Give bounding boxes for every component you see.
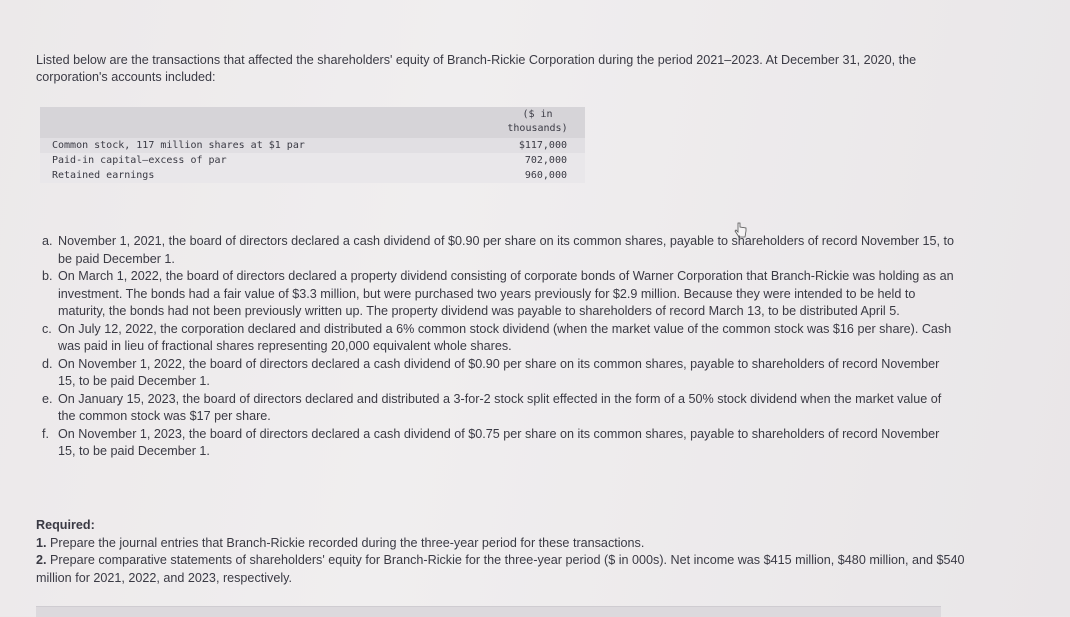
header-blank-cell — [40, 107, 490, 138]
list-item — [42, 268, 957, 321]
list-item — [42, 426, 957, 461]
list-item — [42, 233, 957, 268]
item-letter: f. — [42, 426, 49, 441]
item-text: On July 12, 2022, the corporation declared and distributed a 6% common stock dividend (when the market value of the common stock was $16 per share). Cash was paid in lieu of fractional shares representing 20,000 equivalent whole shares. — [58, 321, 952, 353]
transactions-list — [42, 233, 957, 461]
item-letter: c. — [42, 321, 52, 336]
required-item-text: Prepare comparative statements of shareholders' equity for Branch-Rickie for the three-year period ($ in 000s). Net income was $415 million, $480 million, and $540 million for 2021, 2022, and 2023, respectively. — [36, 553, 965, 585]
row-label: Retained earnings — [52, 170, 155, 181]
item-text: On January 15, 2023, the board of directors declared and distributed a 3-for-2 stock split effected in the form of a 50% stock dividend when the market value of the common stock was $17 per share. — [58, 391, 942, 423]
intro-paragraph: Listed below are the transactions that affected the shareholders' equity of Branch-Rickie Corporation during the period 2021–2023. At December 31, 2020, the corporation's accounts included: — [36, 53, 917, 84]
row-label: Paid-in capital—excess of par — [52, 155, 227, 166]
item-text: On November 1, 2022, the board of directors declared a cash dividend of $0.90 per share on its common shares, payable to shareholders of record November 15, to be paid December 1. — [58, 356, 940, 388]
item-letter: b. — [42, 269, 53, 283]
list-item — [42, 321, 957, 356]
header-units-cell — [490, 107, 585, 138]
required-item-number: 2. — [36, 553, 47, 567]
header-line-1: ($ in — [522, 109, 553, 120]
row-value: 702,000 — [524, 155, 567, 166]
required-item — [36, 535, 966, 553]
table-row — [40, 153, 585, 168]
row-label: Common stock, 117 million shares at $1 par — [52, 140, 305, 151]
required-item — [36, 552, 966, 587]
item-letter: a. — [42, 234, 53, 248]
required-section — [36, 517, 966, 587]
required-item-text: Prepare the journal entries that Branch-Rickie recorded during the three-year period for these transactions. — [50, 535, 645, 550]
table-body — [40, 138, 585, 183]
item-text: November 1, 2021, the board of directors declared a cash dividend of $0.90 per share on its common shares, payable to shareholders of record November 15, to be paid December 1. — [58, 234, 955, 266]
answer-area-edge — [36, 606, 941, 617]
item-text: On March 1, 2022, the board of directors declared a property dividend consisting of corporate bonds of Warner Corporation that Branch-Rickie was holding as an investment. The bonds had a fair value of $3.3 million, but were purchased two years previously for $2.9 million. Because they were intended to be held to maturity, the bonds had not been previously written up. The property dividend was payable to shareholders of record March 13, to be distributed April 5. — [58, 269, 954, 318]
item-letter: e. — [42, 391, 53, 406]
table-row — [40, 168, 585, 183]
row-value: 960,000 — [524, 170, 567, 181]
header-line-2: thousands) — [507, 123, 568, 134]
table-header — [40, 107, 585, 138]
equity-accounts-table — [40, 107, 585, 183]
item-text: On November 1, 2023, the board of directors declared a cash dividend of $0.75 per share on its common shares, payable to shareholders of record November 15, to be paid December 1. — [58, 426, 940, 458]
row-value: $117,000 — [518, 140, 567, 151]
table-row — [40, 138, 585, 153]
item-letter: d. — [42, 356, 53, 371]
list-item — [42, 391, 957, 426]
required-title: Required: — [36, 518, 95, 532]
list-item — [42, 356, 957, 391]
required-item-number: 1. — [36, 535, 47, 550]
